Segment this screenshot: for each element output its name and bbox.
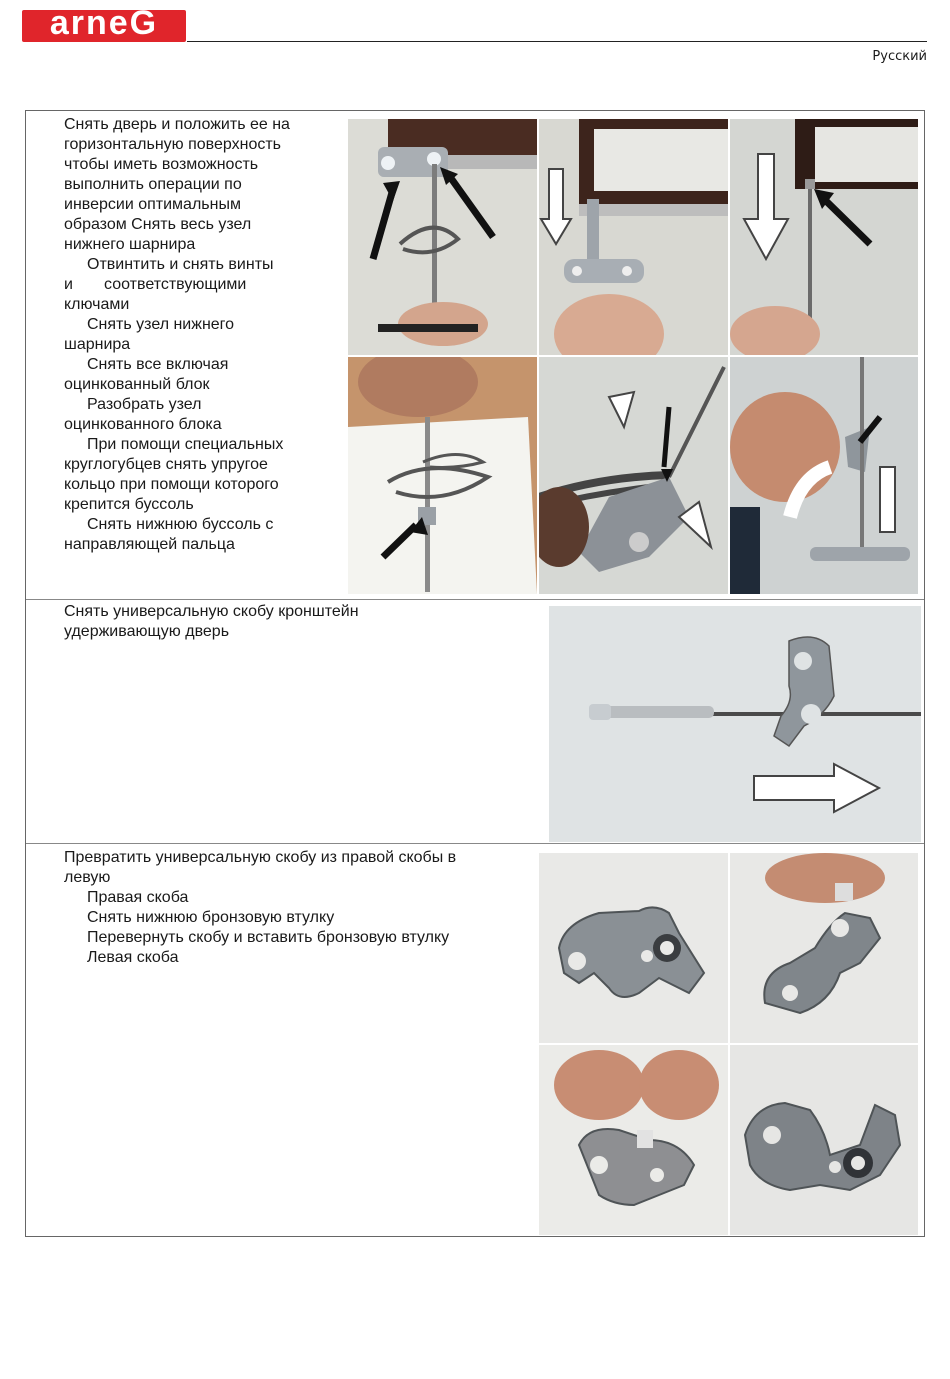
section-remove-bracket: [26, 599, 924, 843]
text-line: Правая скоба: [87, 889, 189, 906]
instruction-table: [25, 110, 925, 1237]
photo-insert-bushing: [539, 1045, 728, 1235]
photo-remove-bushing: [730, 357, 918, 594]
text-line: образом Снять весь узел: [64, 216, 252, 233]
text-line: Снять узел нижнего: [87, 316, 235, 333]
logo-text: arneG: [49, 4, 159, 42]
text-line: При помощи специальных: [87, 436, 284, 453]
text-line: левую: [64, 869, 111, 886]
text-line: Снять дверь и положить ее на: [64, 116, 290, 133]
photo-left-bracket: [730, 1045, 918, 1235]
photo-pliers-ring: [539, 357, 728, 594]
text-line: круглогубцев снять упругое: [64, 456, 268, 473]
text-line: Снять нижнюю бронзовую втулку: [87, 909, 335, 926]
photo-bracket-pin: [549, 606, 921, 842]
text-line: Снять универсальную скобу кронштейн: [64, 603, 359, 620]
text-line: Снять нижнюю буссоль с: [87, 516, 274, 533]
text-line: Снять все включая: [87, 356, 229, 373]
text-line: Перевернуть скобу и вставить бронзовую втулку: [87, 929, 450, 946]
section-convert-bracket: [26, 843, 924, 1236]
text-line: Отвинтить и снять винты: [87, 256, 274, 273]
text-line: Превратить универсальную скобу из правой скобы в: [64, 849, 457, 866]
arneg-logo: [22, 4, 186, 42]
text-line: и соответствующими: [64, 276, 247, 293]
photo-pull-pin: [730, 119, 918, 355]
text-line: выполнить операции по: [64, 176, 242, 193]
text-line: направляющей пальца: [64, 536, 235, 553]
text-line: чтобы иметь возможность: [64, 156, 259, 173]
text-line: шарнира: [64, 336, 131, 353]
photo-right-bracket: [539, 853, 728, 1043]
photo-hinge-screws: [348, 119, 537, 355]
language-label: Русский: [872, 49, 927, 64]
text-line: горизонтальную поверхность: [64, 136, 282, 153]
text-line: Левая скоба: [87, 949, 179, 966]
photo-rotate-block: [348, 357, 537, 594]
text-line: ключами: [64, 296, 130, 313]
text-line: крепится буссоль: [64, 496, 194, 513]
photo-remove-bronze-bushing: [730, 853, 918, 1043]
text-line: инверсии оптимальным: [64, 196, 241, 213]
photo-remove-hinge-block: [539, 119, 728, 355]
text-line: Разобрать узел: [87, 396, 202, 413]
text-line: оцинкованный блок: [64, 376, 210, 393]
text-line: удерживающую дверь: [64, 623, 230, 640]
text-line: кольцо при помощи которого: [64, 476, 279, 493]
section-remove-hinge: [26, 111, 924, 599]
section-2-text: [64, 602, 359, 642]
text-line: оцинкованного блока: [64, 416, 222, 433]
text-line: нижнего шарнира: [64, 236, 196, 253]
section-1-text: [64, 115, 290, 555]
section-3-text: [64, 848, 456, 968]
header-rule: [187, 41, 927, 42]
